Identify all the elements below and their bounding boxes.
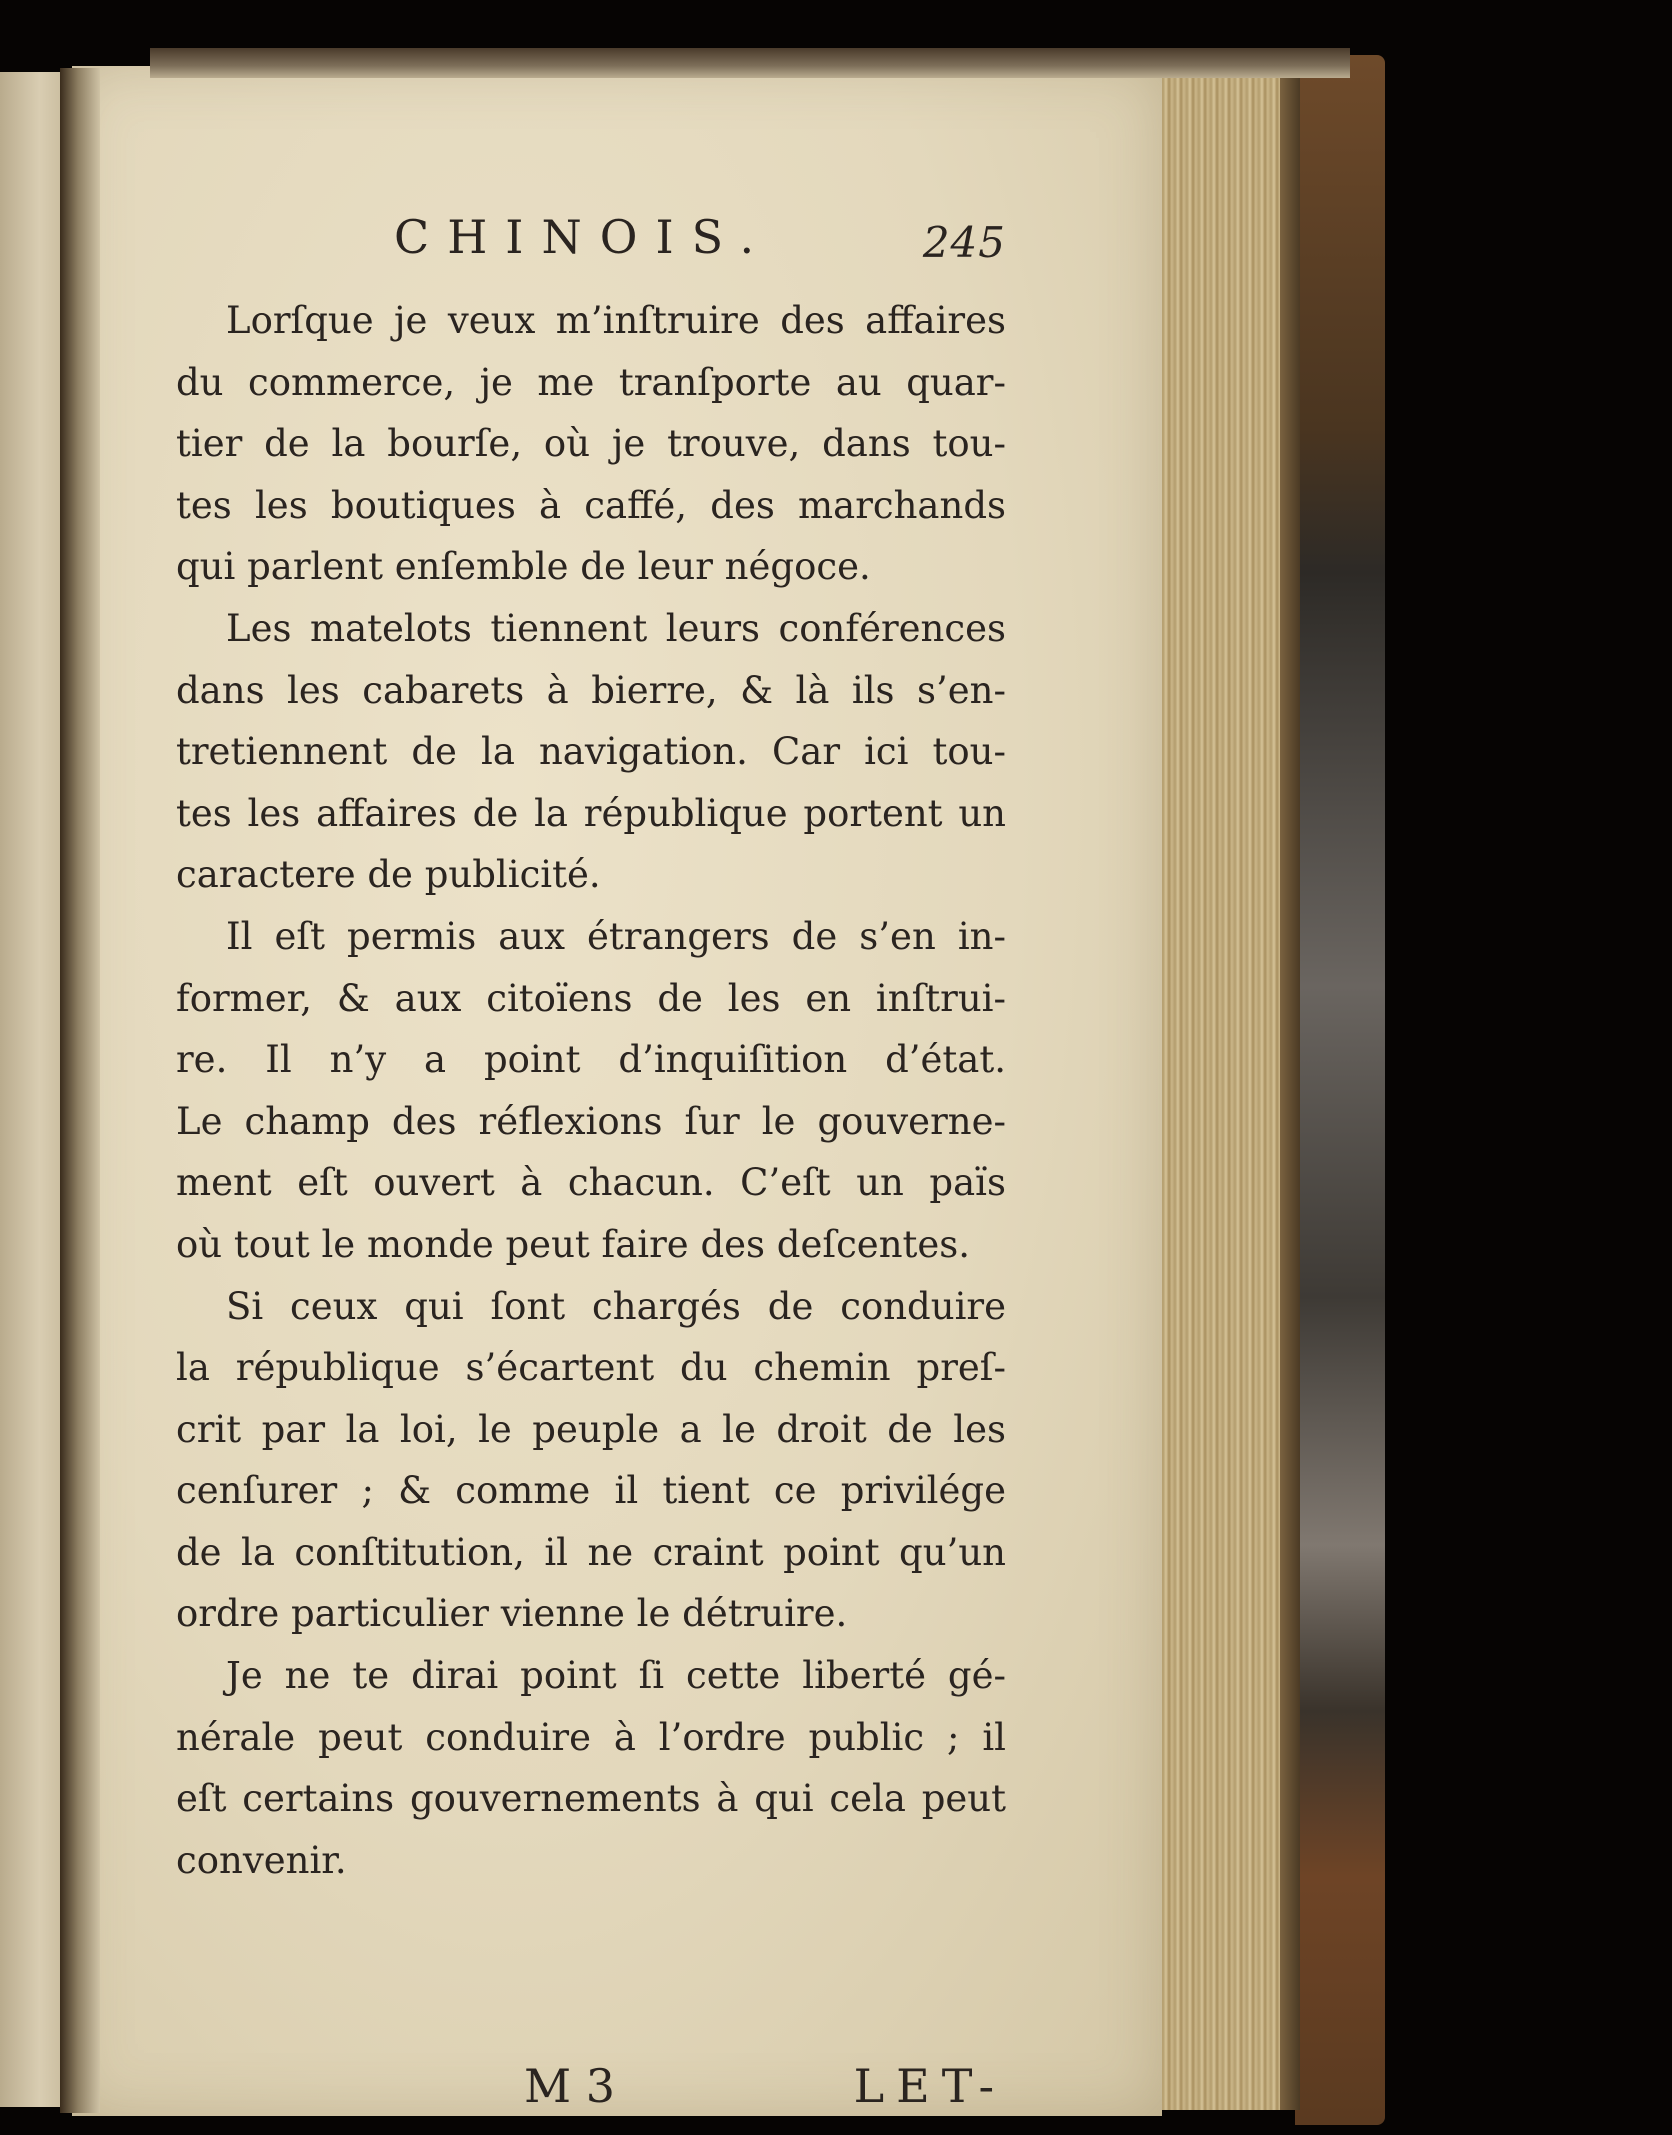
text-line: tes les affaires de la république portent un — [176, 791, 1006, 835]
text-line: crit par la loi, le peuple a le droit de les — [176, 1407, 1006, 1451]
text-line: qui parlent enſemble de leur négoce. — [176, 545, 871, 589]
text-line: ment eſt ouvert à chacun. C’eſt un païs — [176, 1161, 1006, 1205]
page-footer — [176, 2059, 1006, 2119]
running-title: CHINOIS. — [394, 210, 773, 264]
text-line: ordre particulier vienne le détruire. — [176, 1592, 848, 1636]
gutter-shadow — [60, 68, 100, 2113]
text-line: nérale peut conduire à l’ordre public ; il — [176, 1715, 1006, 1759]
text-line: re. Il n’y a point d’inquiſition d’état. — [176, 1038, 1006, 1082]
text-line: où tout le monde peut faire des deſcentes. — [176, 1222, 971, 1266]
page-block-shadow — [1280, 70, 1300, 2110]
text-line: tier de la bourſe, où je trouve, dans tou- — [176, 422, 1006, 466]
text-line: Si ceux qui ſont chargés de conduire — [226, 1284, 1006, 1328]
text-line: tretiennent de la navigation. Car ici tou- — [176, 730, 1006, 774]
signature-mark: M 3 — [524, 2059, 615, 2114]
previous-page-edge — [0, 72, 66, 2107]
text-line: du commerce, je me tranſporte au quar- — [176, 360, 1006, 404]
text-line: Les matelots tiennent leurs conférences — [226, 606, 1006, 650]
text-line: former, & aux citoïens de les en inſtrui- — [176, 976, 1006, 1020]
book-cover-edge — [1295, 55, 1385, 2125]
text-line: eſt certains gouvernements à qui cela peut — [176, 1777, 1006, 1821]
catchword: LET- — [853, 2059, 1006, 2114]
text-line: Il eſt permis aux étrangers de s’en in- — [226, 914, 1006, 958]
text-line: de la conſtitution, il ne craint point qu’un — [176, 1530, 1006, 1574]
text-line: Le champ des réflexions ſur le gouverne- — [176, 1099, 1006, 1143]
text-line: dans les cabarets à bierre, & là ils s’en- — [176, 668, 1006, 712]
running-header — [176, 210, 1006, 290]
text-line: la république s’écartent du chemin preſ- — [176, 1346, 1006, 1390]
top-binding-edge — [150, 48, 1350, 78]
text-line: caractere de publicité. — [176, 853, 601, 897]
page-number: 245 — [922, 218, 1006, 267]
text-line: tes les boutiques à caffé, des marchands — [176, 483, 1006, 527]
text-line: Lorſque je veux m’inſtruire des affaires — [226, 299, 1006, 342]
text-line: Je ne te dirai point ſi cette liberté gé- — [226, 1654, 1006, 1698]
page-block-edges — [1160, 70, 1290, 2110]
body-text — [176, 290, 1006, 1891]
text-line: convenir. — [176, 1838, 347, 1882]
text-line: cenſurer ; & comme il tient ce privilége — [176, 1469, 1006, 1513]
text-block — [176, 210, 1006, 2119]
